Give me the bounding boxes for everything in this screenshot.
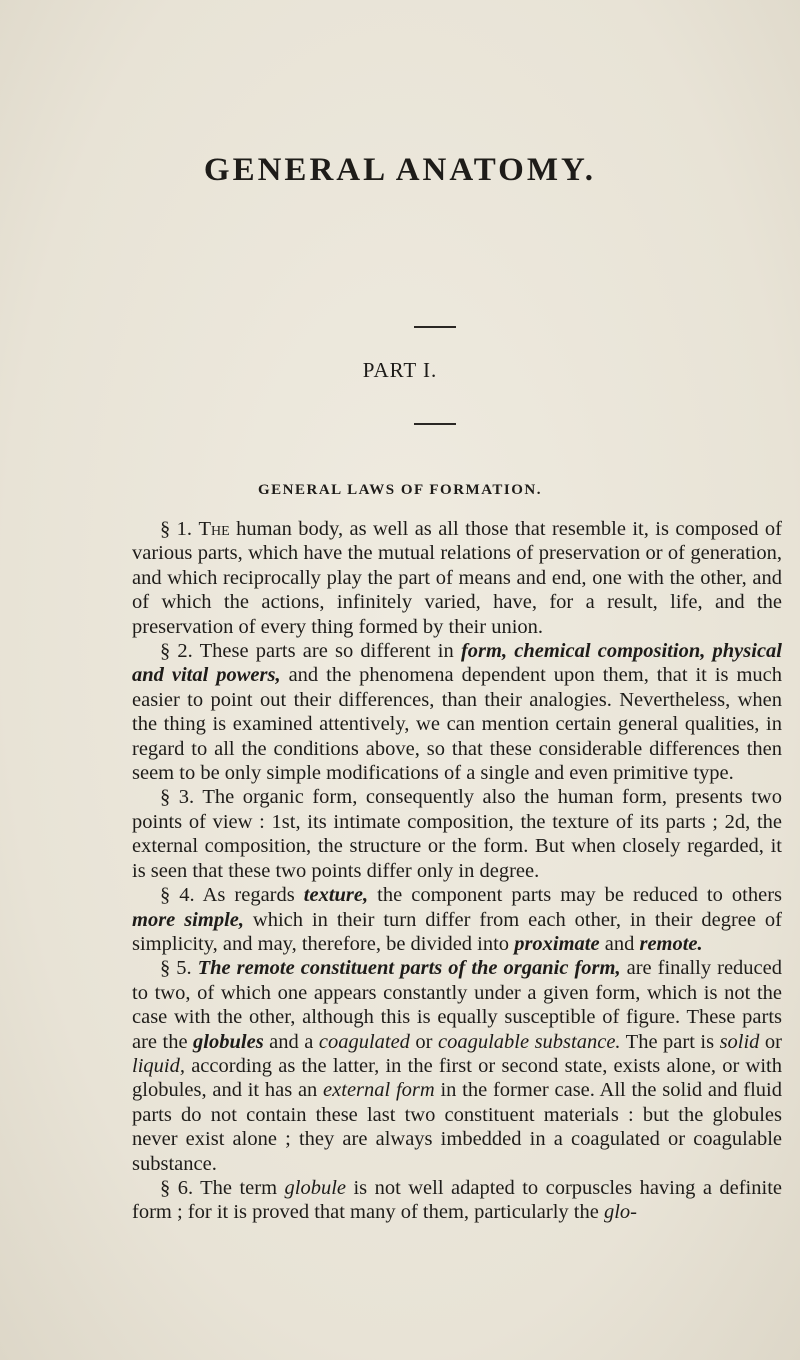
paragraph xyxy=(132,956,782,1176)
emphasis-span: globule xyxy=(284,1176,347,1199)
text-span: is not well adapted to corpuscles having a definite form ; for it is proved that many of them, particularly the xyxy=(132,1176,782,1224)
paragraph xyxy=(132,517,782,639)
emphasis-span: coagulable substance. xyxy=(438,1030,621,1053)
paragraph xyxy=(132,883,782,956)
part-heading: PART I. xyxy=(362,358,438,382)
emphasis-span: remote. xyxy=(639,932,703,955)
emphasis-span: texture, xyxy=(303,884,369,907)
text-span: and xyxy=(599,932,640,955)
paragraph xyxy=(132,785,782,883)
paragraph xyxy=(132,1176,782,1225)
divider-rule-lower xyxy=(414,423,456,425)
text-span: and the phenomena dependent upon them, that it is much easier to point out their differences, than their analogies. Nevertheless, when the thing is examined attentively, we can mention certain general qualities, in regard to all the conditions above, so that these considerable differences then seem to be only simple modifications of a single and even primitive type. xyxy=(132,664,782,785)
section-heading: GENERAL LAWS OF FORMATION. xyxy=(257,482,543,498)
text-span: § 5. xyxy=(160,957,198,980)
text-span: according as the latter, in the first or second state, exists alone, or with globules, and it has an xyxy=(132,1054,782,1102)
emphasis-span: liquid, xyxy=(132,1054,185,1077)
emphasis-span: external form xyxy=(323,1079,435,1102)
emphasis-span: coagulated xyxy=(318,1030,410,1053)
paragraph xyxy=(132,639,782,785)
text-span: § 4. As regards xyxy=(160,884,304,907)
text-span: § 3. The organic form, consequently also the human form, presents two points of view : 1st, its intimate composition, the texture of its parts ; 2d, the external composition, the structure or the form. But when closely regarded, it is seen that these two points differ only in degree. xyxy=(132,786,782,882)
text-span: § 1. xyxy=(160,518,199,540)
text-span: or xyxy=(759,1030,783,1053)
body-text xyxy=(132,517,782,1225)
emphasis-span: solid xyxy=(719,1030,760,1053)
emphasis-span: The remote constituent parts of the organic form, xyxy=(197,957,621,980)
text-span: the component parts may be reduced to others xyxy=(368,884,783,907)
emphasis-span: globules xyxy=(193,1030,264,1053)
page-title: GENERAL ANATOMY. xyxy=(203,152,597,188)
emphasis-span: form, chemical composition, physical and vital powers, xyxy=(132,640,783,687)
emphasis-span: glo- xyxy=(603,1201,637,1224)
text-span: or xyxy=(409,1030,438,1053)
emphasis-span: proximate xyxy=(514,932,600,955)
text-span: which in their turn differ from each other, in their degree of simplicity, and may, therefore, be divided into xyxy=(132,908,782,955)
text-span: The xyxy=(198,518,230,540)
text-span: are finally reduced to two, of which one appears constantly under a given form, which is not the case with the other, although this is equally susceptible of figure. These parts are the xyxy=(132,957,782,1053)
text-span: The part is xyxy=(620,1030,720,1053)
text-span: § 2. These parts are so different in xyxy=(160,640,461,663)
text-span: and a xyxy=(263,1030,319,1053)
text-span: in the former case. All the solid and fluid parts do not contain these last two constituent materials : but the globules never exist alone ; they are always imbedded in a coagulated or coagulable substance. xyxy=(132,1079,782,1175)
divider-rule-upper xyxy=(414,326,456,328)
emphasis-span: more simple, xyxy=(132,908,244,931)
text-span: human body, as well as all those that resemble it, is composed of various parts, which have the mutual relations of preservation or of generation, and which reciprocally play the part of means and end, one with the other, and of which the actions, infinitely varied, have, for a result, life, and the preservation of every thing formed by their union. xyxy=(132,518,783,638)
text-span: § 6. The term xyxy=(160,1176,285,1199)
